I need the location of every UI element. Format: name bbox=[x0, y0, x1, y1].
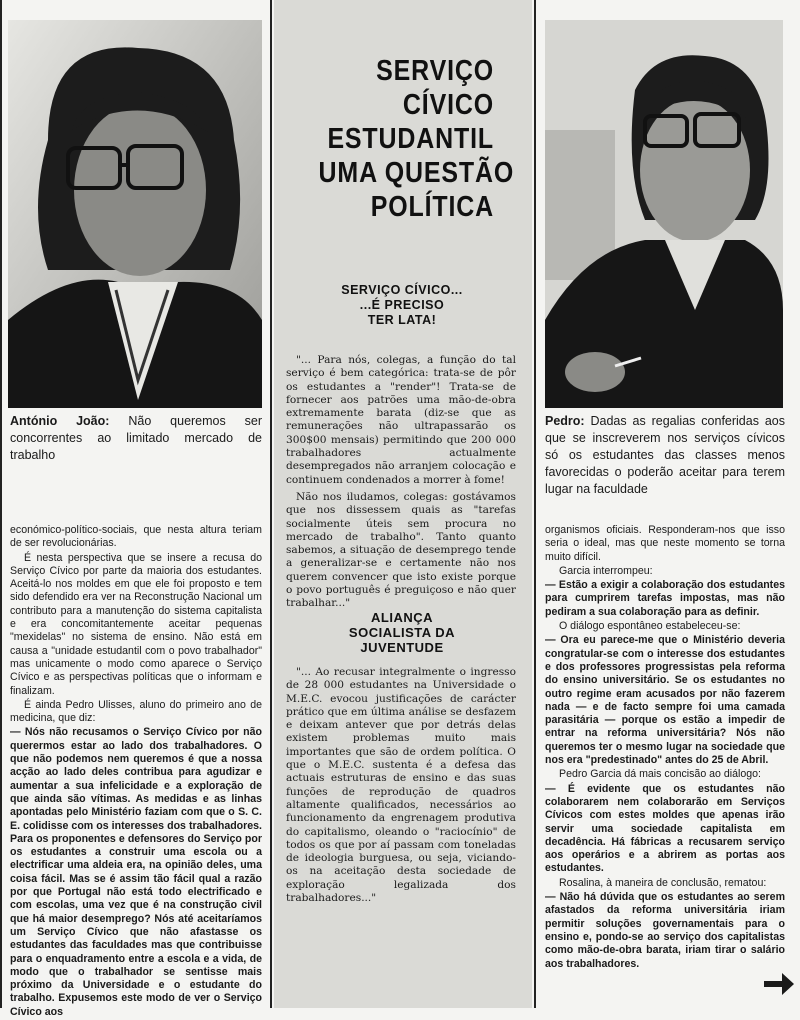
section-quote-servico-civico bbox=[286, 354, 516, 615]
caption-right-name: Pedro: bbox=[545, 414, 585, 428]
quote-paragraph: "... Para nós, colegas, a função do tal serviço é bem categórica: trata-se de pôr os estudantes a "render"! Trata-se de fornecer aos patrões uma mão-de-obra extremamente barata (diz-se que as remunerações não ultrapassarão os 300$00 mensais) permitindo que 200 000 trabalhadores actualmente desempregados não arranjem colocação e continuem condenados a morrer à fome! bbox=[286, 354, 516, 486]
body-paragraph: Garcia interrompeu: bbox=[559, 564, 653, 577]
body-paragraph: É ainda Pedro Ulisses, aluno do primeiro ano de medicina, que diz: bbox=[10, 698, 262, 725]
headline-line: ESTUDANTIL bbox=[327, 123, 494, 155]
headline-line: CÍVICO bbox=[402, 89, 494, 121]
caption-left-name: António João: bbox=[10, 414, 110, 428]
caption-right-text: Dadas as regalias conferidas aos que se inscreverem nos serviços cívicos só os estudantes das classes menos favorecidas o poderão aceitar para terem lugar na faculdade bbox=[545, 414, 786, 496]
quote-paragraph: Não nos iludamos, colegas: gostávamos que nos dissessem quais as "tarefas socialmente úteis sem procura no mercado de trabalho". Tanto quanto sabemos, a situação de desemprego tende a generalizar-se e certamente não nos querem convencer que isto existe porque o povo português é preguiçoso e não quer trabalhar..." bbox=[286, 490, 516, 610]
arrow-right-icon[interactable] bbox=[762, 970, 796, 998]
photo-pedro bbox=[545, 20, 783, 408]
body-paragraph: organismos oficiais. Responderam-nos que isso seria o ideal, mas que neste momento se torna muito difícil. bbox=[545, 524, 785, 563]
page-edge-left bbox=[0, 0, 2, 1008]
section-title-line: JUVENTUDE bbox=[360, 640, 444, 655]
headline bbox=[318, 54, 515, 224]
section-quote-alianca-socialista bbox=[286, 666, 516, 909]
caption-left bbox=[10, 413, 262, 464]
body-column-left bbox=[10, 524, 262, 1020]
headline-line: SERVIÇO bbox=[376, 55, 494, 87]
section-title-line: SOCIALISTA DA bbox=[348, 625, 456, 640]
headline-line: UMA QUESTÃO bbox=[318, 157, 515, 189]
section-title-line: ALIANÇA bbox=[371, 610, 433, 625]
headline-line: POLÍTICA bbox=[370, 191, 494, 223]
body-paragraph: — É evidente que os estudantes não colaborarem nem colaborarão em Serviços Cívicos com estes moldes que apenas irão servir uma sociedade capitalista em decadência. Há fábricas a recusarem serviço aos operários e a abrirem as portas aos estudantes. bbox=[545, 782, 785, 875]
body-paragraph: Rosalina, à maneira de conclusão, rematou: bbox=[559, 876, 767, 889]
section-title-line: TER LATA! bbox=[367, 313, 437, 327]
section-title-line: SERVIÇO CÍVICO... bbox=[341, 283, 463, 297]
column-rule-left bbox=[270, 0, 272, 1008]
body-paragraph: Pedro Garcia dá mais concisão ao diálogo: bbox=[559, 768, 761, 781]
body-paragraph: — Não há dúvida que os estudantes ao serem afastados da reforma universitária iriam permitir soluções governamentais para o ensino e, pondo-se ao serviço dos capitalistas como mão-de-obra barata, iriam tirar o salário aos trabalhadores. bbox=[545, 891, 785, 970]
body-paragraph: O diálogo espontâneo estabeleceu-se: bbox=[559, 620, 741, 633]
column-rule-right bbox=[534, 0, 536, 1008]
section-title-alianca-socialista bbox=[316, 610, 488, 655]
body-paragraph: — Nós não recusamos o Serviço Cívico por não querermos estar ao lado dos trabalhadores. O que não podemos nem queremos é que a nossa acção ao lado deles contribua para agudizar e aumentar a sua infelicidade e a exploração de que ainda são vítimas. As medidas e as linhas apontadas pelo Ministério faziam com que o S. C. E. colidisse com os interesses dos trabalhadores. Para os proponentes e defensores do Serviço por os estudantes a construir uma escola ou a electrificar uma aldeia era, na opinião deles, uma coisa fácil. Mas se é assim tão fácil qual a razão por que Portugal não está todo electrificado e com escolas, uma vez que é na construção civil que há maior desemprego? Nós até aceitaríamos um Serviço Cívico que não afastasse os estudantes das faculdades mas que contribuisse para o enquadramento entre a escola e a vida, de modo que o trabalhador se sentisse mais próximo da Universidade e o estudante do trabalho. Expusemos este modo de ver o Serviço Cívico aos bbox=[10, 726, 262, 1018]
body-paragraph: económico-político-sociais, que nesta altura teriam de ser revolucionárias. bbox=[10, 524, 262, 550]
quote-paragraph: "... Ao recusar integralmente o ingresso de 28 000 estudantes na Universidade o M.E.C. evocou justificações de carácter prático que em última análise se desfazem e deixam antever que por detrás delas existem problemas muito mais importantes que são de ordem política. O que o M.E.C. sustenta é a defesa das actuais estruturas de ensino e das suas funções de reprodução de quadros altamente qualificados, necessários ao funcionamento da engrenagem produtiva do capitalismo, oleando o "raciocínio" de todos os que por aí passam com toneladas de ideologia burguesa, ou seja, viciando-os na aceitação desta sociedade de exploração legalizada dos trabalhadores..." bbox=[286, 666, 516, 905]
body-paragraph: É nesta perspectiva que se insere a recusa do Serviço Cívico por parte da maioria dos estudantes. Aceitá-lo nos moldes em que ele foi proposto e tem sido defendido era ver na Reconstrução Nacional um contributo para a manutenção do sistema capitalista e era concomitantemente aceitar pequenas "mexidelas" no sistema de ensino. Não está em causa a "unidade estudantil com o povo trabalhador" mas unicamente o modo como aparece o Serviço Cívico e as perspectivas políticas que o informam e finalizam. bbox=[10, 551, 262, 697]
body-paragraph: — Estão a exigir a colaboração dos estudantes para cumprirem tarefas impostas, mas não pediram a sua colaboração para as definir. bbox=[545, 579, 785, 618]
photo-antonio-joao bbox=[8, 20, 262, 408]
section-title-line: ...É PRECISO bbox=[359, 298, 445, 312]
section-title-servico-civico bbox=[332, 283, 472, 328]
body-column-right bbox=[545, 524, 785, 972]
caption-left-text: Não queremos ser concorrentes ao limitado mercado de trabalho bbox=[10, 414, 263, 462]
caption-right bbox=[545, 413, 785, 498]
body-paragraph: — Ora eu parece-me que o Ministério deveria congratular-se com o interesse dos estudantes e dos professores progressistas pela reforma do ensino universitário. Se os estudantes no outro regime eram acusados por não fazerem nada — e de facto sempre foi uma camada parasitária — porque os estão a impedir de entrar na reforma universitária? Nós não queremos ter o mesmo lugar na sociedade que nos era "predestinado" antes do 25 de Abril. bbox=[545, 634, 785, 767]
